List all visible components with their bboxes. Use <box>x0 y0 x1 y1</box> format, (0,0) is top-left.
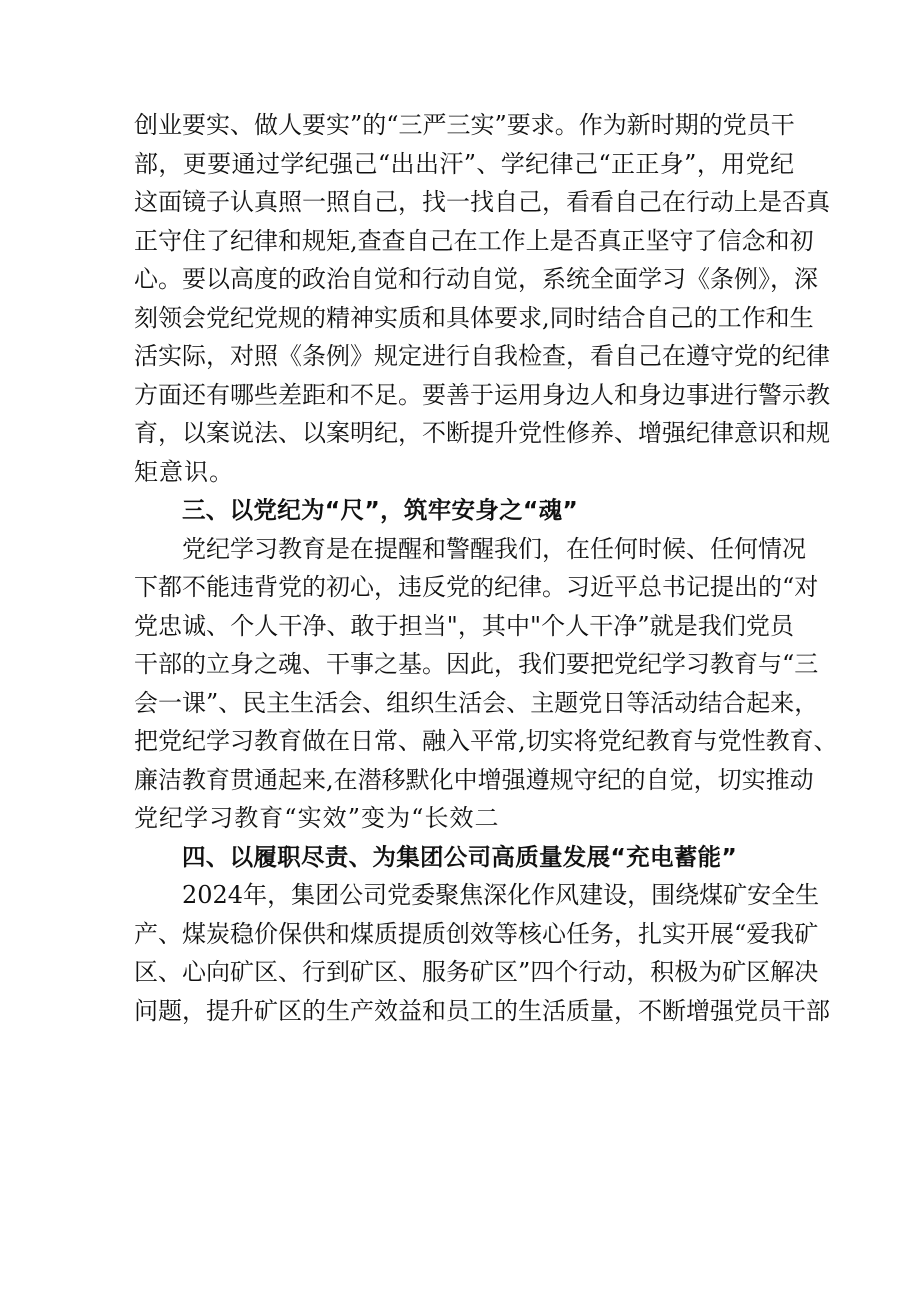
text-line: 干部的立身之魂、干事之基。因此，我们要把党纪学习教育与“三 <box>134 650 819 678</box>
text-line: 这面镜子认真照一照自己，找一找自己，看看自己在行动上是否真 <box>134 188 830 216</box>
paragraph-discipline-self-check <box>134 106 830 491</box>
text-line: 把党纪学习教育做在日常、融入平常,切实将党纪教育与党性教育、 <box>134 727 838 755</box>
text-line: 产、煤炭稳价保供和煤质提质创效等核心任务，扎实开展“爱我矿 <box>134 919 819 948</box>
text-line: 会一课”、民主生活会、组织生活会、主题党日等活动结合起来， <box>134 688 819 717</box>
text-line: 下都不能违背党的初心，违反党的纪律。习近平总书记提出的“对 <box>134 573 819 601</box>
text-line: 党纪学习教育是在提醒和警醒我们，在任何时候、任何情况 <box>182 534 806 563</box>
text-line: 区、心向矿区、行到矿区、服务矿区”四个行动，积极为矿区解决 <box>134 958 819 986</box>
paragraph-group-company-2024 <box>134 876 830 1030</box>
text-line: 刻领会党纪党规的精神实质和具体要求,同时结合自己的工作和生 <box>134 303 814 332</box>
section-heading-3: 三、以党纪为“尺”，筑牢安身之“魂” <box>182 496 579 524</box>
text-line: 2024年，集团公司党委聚焦深化作风建设，围绕煤矿安全生 <box>182 881 820 909</box>
text-line: 心。要以高度的政治自觉和行动自觉，系统全面学习《条例》，深 <box>134 265 818 293</box>
document-body <box>134 106 838 1030</box>
text-line: 廉洁教育贯通起来,在潜移默化中增强遵规守纪的自觉，切实推动 <box>134 765 814 794</box>
text-line: 问题，提升矿区的生产效益和员工的生活质量，不断增强党员干部 <box>134 996 830 1025</box>
text-line: 育，以案说法、以案明纪，不断提升党性修养、增强纪律意识和规 <box>134 419 830 447</box>
paragraph-party-discipline-education <box>134 530 838 838</box>
text-line: 创业要实、做人要实”的“三严三实”要求。作为新时期的党员干 <box>134 111 795 139</box>
text-line: 方面还有哪些差距和不足。要善于运用身边人和身边事进行警示教 <box>134 380 830 409</box>
text-line: 部，更要通过学纪强己“出出汗”、学纪律己“正正身”，用党纪 <box>134 149 794 178</box>
section-heading-4: 四、以履职尽责、为集团公司高质量发展“充电蓄能” <box>182 842 738 871</box>
text-line: 党忠诚、个人干净、敢于担当"，其中"个人干净”就是我们党员 <box>134 611 794 640</box>
text-line: 正守住了纪律和规矩,查查自己在工作上是否真正坚守了信念和初 <box>134 226 814 255</box>
text-line: 党纪学习教育“实效”变为“长效二 <box>134 804 500 832</box>
text-line: 矩意识。 <box>134 457 235 486</box>
text-line: 活实际，对照《条例》规定进行自我检查，看自己在遵守党的纪律 <box>134 342 830 370</box>
